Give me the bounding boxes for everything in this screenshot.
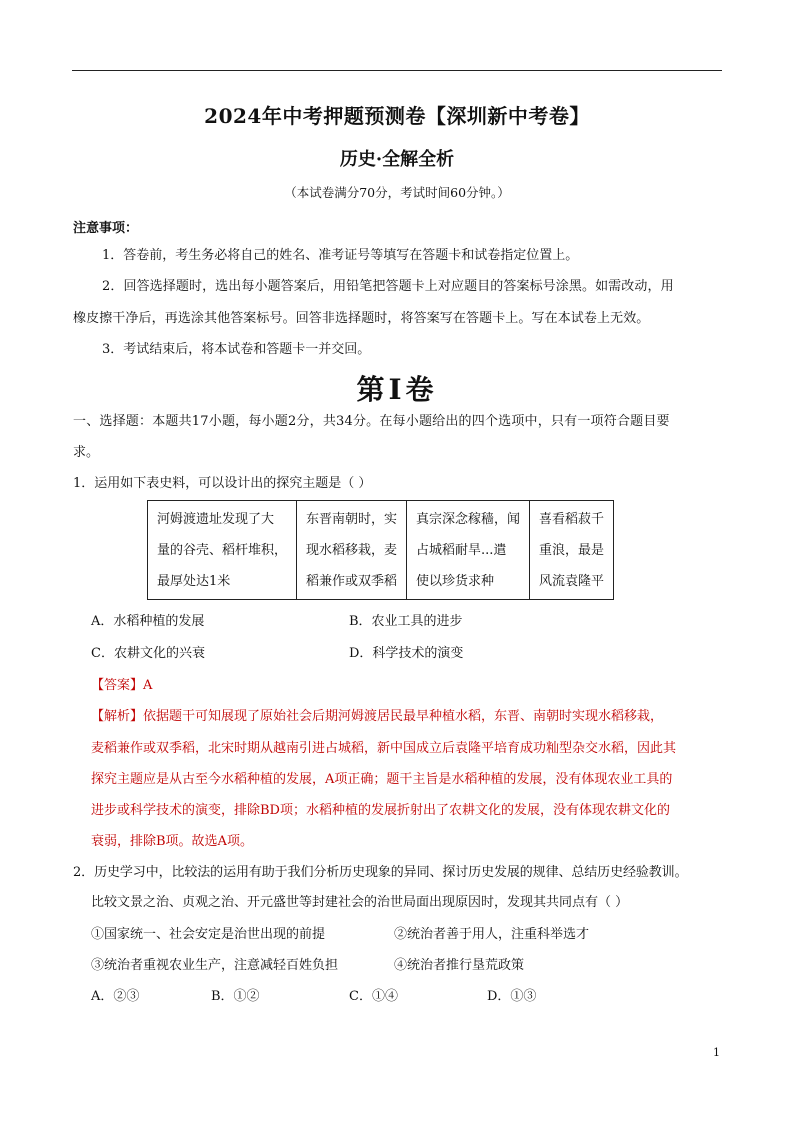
document-title: 2024年中考押题预测卷【深圳新中考卷】 <box>204 104 590 128</box>
q1-source-table <box>147 500 614 600</box>
q2-item-1: ①国家统一、社会安定是治世出现的前提 <box>91 927 326 942</box>
section-title: 第Ⅰ卷 <box>356 373 438 406</box>
q1-analysis-line: 衰弱，排除B项。故选A项。 <box>91 834 253 849</box>
q2-stem-cont: 比较文景之治、贞观之治、开元盛世等封建社会的治世局面出现原因时，发现其共同点有（ ） <box>91 895 629 910</box>
q2-option-a[interactable]: A．②③ <box>91 989 140 1004</box>
q2-item-3: ③统治者重视农业生产，注意减轻百姓负担 <box>91 958 339 973</box>
q2-option-c[interactable]: C．①④ <box>349 989 398 1004</box>
notice-heading: 注意事项： <box>73 221 139 236</box>
table-cell: 河姆渡遗址发现了大 量的谷壳、稻杆堆积， 最厚处达1米 <box>148 501 297 600</box>
notice-item-1: 1．答卷前，考生务必将自己的姓名、准考证号等填写在答题卡和试卷指定位置上。 <box>102 248 579 263</box>
q1-option-b[interactable]: B．农业工具的进步 <box>349 614 463 629</box>
q1-option-a[interactable]: A．水稻种植的发展 <box>91 614 205 629</box>
q1-analysis-line: 【解析】依据题干可知展现了原始社会后期河姆渡居民最早种植水稻，东晋、南朝时实现水稻移栽， <box>91 709 664 724</box>
q2-option-b[interactable]: B．①② <box>211 989 260 1004</box>
notice-item-2-cont: 橡皮擦干净后，再选涂其他答案标号。回答非选择题时，将答案写在答题卡上。写在本试卷上无效。 <box>73 311 650 326</box>
q1-stem: 1．运用如下表史料，可以设计出的探究主题是（ ） <box>73 476 372 491</box>
q1-analysis-line: 麦稻兼作或双季稻，北宋时期从越南引进占城稻，新中国成立后袁隆平培育成功籼型杂交水稻，因此其 <box>91 741 677 756</box>
q1-analysis-line: 进步或科学技术的演变，排除BD项；水稻种植的发展折射出了农耕文化的发展，没有体现农耕文化的 <box>91 803 670 818</box>
q1-answer: 【答案】A <box>91 678 153 693</box>
notice-item-3: 3．考试结束后，将本试卷和答题卡一并交回。 <box>102 342 371 357</box>
q2-stem: 2．历史学习中，比较法的运用有助于我们分析历史现象的异同、探讨历史发展的规律、总结历史经验教训。 <box>73 865 688 880</box>
notice-item-2: 2．回答选择题时，选出每小题答案后，用铅笔把答题卡上对应题目的答案标号涂黑。如需改动，用 <box>102 279 674 294</box>
section-intro-cont: 求。 <box>73 445 100 460</box>
page-number: 1 <box>713 1046 720 1059</box>
q1-option-d[interactable]: D．科学技术的演变 <box>349 646 464 661</box>
q1-analysis-line: 探究主题应是从古至今水稻种植的发展，A项正确；题干主旨是水稻种植的发展，没有体现农业工具的 <box>91 772 673 787</box>
q2-item-4: ④统治者推行垦荒政策 <box>394 958 525 973</box>
exam-info: （本试卷满分70分，考试时间60分钟。） <box>284 185 510 200</box>
table-cell: 喜看稻菽千 重浪，最是 风流袁隆平 <box>530 501 614 600</box>
table-cell: 东晋南朝时，实 现水稻移栽，麦 稻兼作或双季稻 <box>297 501 407 600</box>
q2-option-d[interactable]: D．①③ <box>487 989 537 1004</box>
table-row <box>148 501 614 600</box>
q1-option-c[interactable]: C．农耕文化的兴衰 <box>91 646 205 661</box>
header-rule <box>72 70 722 71</box>
q2-item-2: ②统治者善于用人，注重科举选才 <box>394 927 590 942</box>
table-cell: 真宗深念稼穑，闻 占城稻耐旱...遣 使以珍货求种 <box>407 501 530 600</box>
document-subtitle: 历史·全解全析 <box>339 149 455 170</box>
section-intro: 一、选择题：本题共17小题，每小题2分，共34分。在每小题给出的四个选项中，只有一项符合题目要 <box>73 414 670 429</box>
